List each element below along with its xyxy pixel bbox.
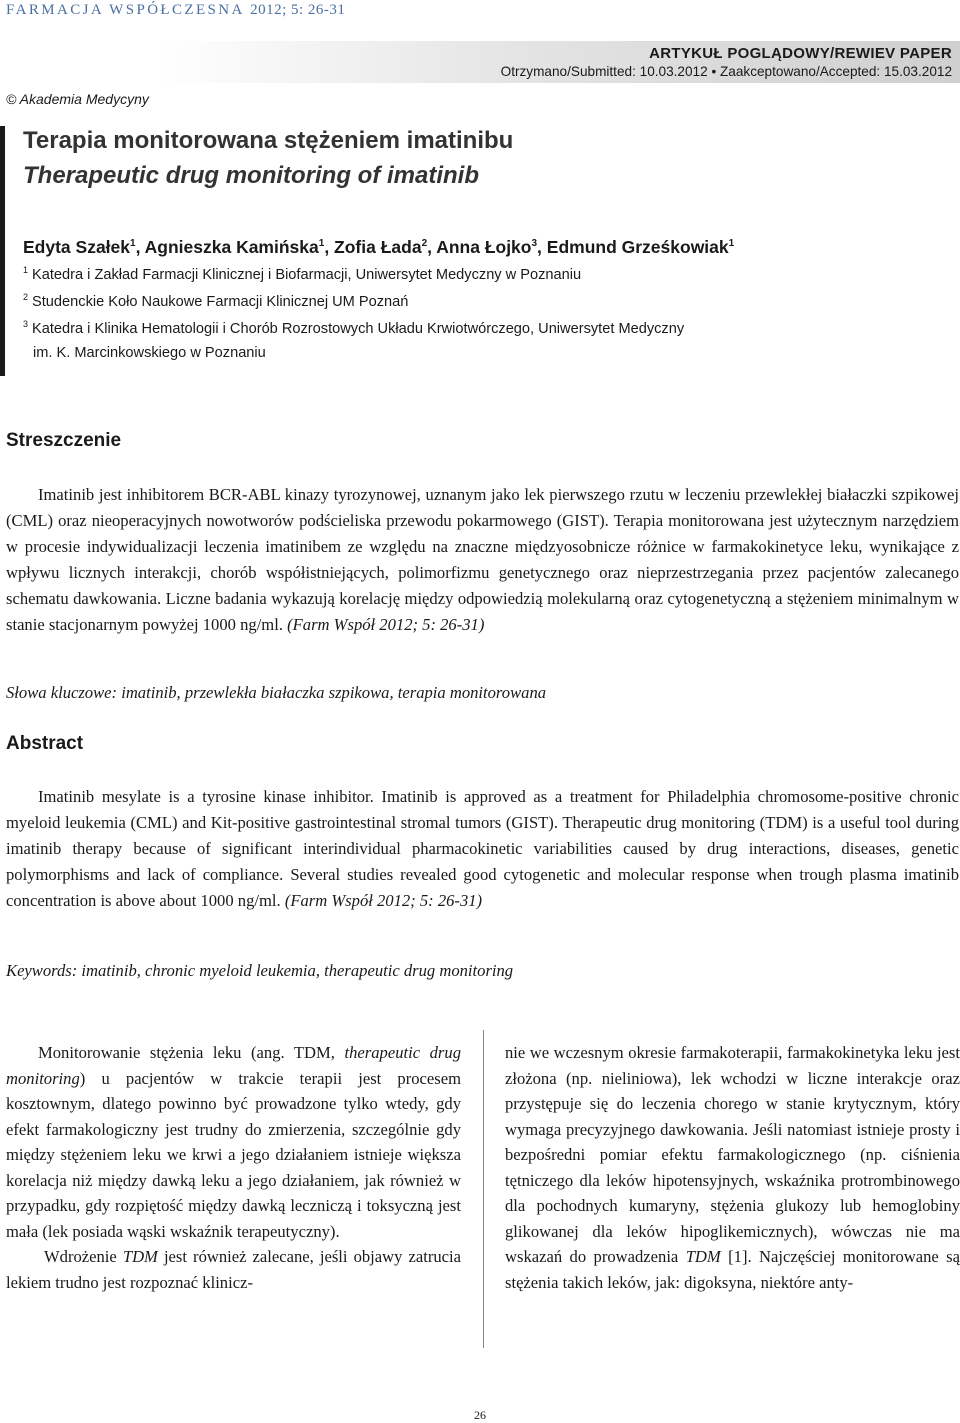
author-name: Anna Łojko <box>436 237 532 257</box>
journal-name: FARMACJA WSPÓŁCZESNA 2012; 5: 26-31 <box>6 2 346 18</box>
abstract-heading: Abstract <box>6 733 84 754</box>
article-type: ARTYKUŁ POGLĄDOWY/REWIEV PAPER <box>649 45 952 62</box>
body-paragraph: Wdrożenie TDM jest również zalecane, jeśli objawy zatrucia lekiem trudno jest rozpoznać klinicz- <box>6 1247 461 1292</box>
column-divider <box>483 1030 484 1348</box>
body-column-right <box>505 1040 960 1295</box>
author-affiliation-marker: 2 <box>421 238 428 250</box>
author-name: Edyta Szałek <box>23 237 130 257</box>
title-english: Therapeutic drug monitoring of imatinib <box>23 162 479 189</box>
author-affiliation-marker: 1 <box>728 238 735 250</box>
body-column-left <box>6 1040 461 1295</box>
affiliation-2: $^2$ Studenckie Koło Naukowe Farmacji Klinicznej UM Poznań <box>23 292 409 310</box>
body-paragraph: Monitorowanie stężenia leku (ang. TDM, therapeutic drug monitoring) u pacjentów w trakcie terapii jest procesem kosztownym, dlatego powinno być prowadzone tylko wtedy, gdy efekt farmakologiczny jest trudny do zmierzenia, szczególnie gdy między stężeniem leku we krwi a jego działaniem istnieje większa korelacja niż między dawką leku a jego działaniem, jak również w przypadku, gdy rozpiętość między dawką leczniczą i toksyczną jest mała (lek posiada wąski wskaźnik terapeutyczny). <box>6 1043 461 1241</box>
page-number: 26 <box>474 1408 486 1422</box>
submission-dates: Otrzymano/Submitted: 10.03.2012 • Zaakceptowano/Accepted: 15.03.2012 <box>500 64 952 79</box>
author-name: Zofia Łada <box>334 237 422 257</box>
author-list: Edyta Szałek$^1$, Agnieszka Kamińska$^1$, Zofia Łada$^2$, Anna Łojko$^3$, Edmund Grześkowiak$^1$ <box>23 237 735 257</box>
title-polish: Terapia monitorowana stężeniem imatinibu <box>23 127 514 154</box>
journal-volume: 2012; 5: 26-31 <box>250 2 346 18</box>
title-rule <box>0 126 5 376</box>
author-affiliation-marker: 1 <box>318 238 325 250</box>
streszczenie-citation: (Farm Współ 2012; 5: 26-31) <box>287 615 485 634</box>
affiliation-3: $^3$ Katedra i Klinika Hematologii i Chorób Rozrostowych Układu Krwiotwórczego, Uniwersytet Medyczny <box>23 319 685 337</box>
copyright: © Akademia Medycyny <box>6 91 149 107</box>
article-header-bar <box>155 41 960 83</box>
abstract-keywords: Keywords: imatinib, chronic myeloid leukemia, therapeutic drug monitoring <box>6 961 514 980</box>
body-paragraph: nie we wczesnym okresie farmakoterapii, farmakokinetyka leku jest złożona (np. nieliniowa), lek wchodzi w liczne interakcje oraz przystępuje się do leczenia chorego w stanie krytycznym, który wymaga precyzyjnego dawkowania. Jeśli natomiast istnieje prosty i bezpośredni pomiar efektu farmakologicznego (np. ciśnienia tętniczego dla leków hipotensyjnych, wskaźnika protrombinowego dla pochodnych kumaryny, stężenia glukozy lub hemoglobiny glikowanej dla leków hipoglikemicznych), wówczas nie ma wskazań do prowadzenia TDM [1]. Najczęściej monitorowane są stężenia takich leków, jak: digoksyna, niektóre anty- <box>505 1043 960 1292</box>
author-name: Edmund Grześkowiak <box>546 237 729 257</box>
streszczenie-keywords: Słowa kluczowe: imatinib, przewlekła białaczka szpikowa, terapia monitorowana <box>6 683 547 702</box>
affiliation-3-continued: im. K. Marcinkowskiego w Poznaniu <box>33 345 266 361</box>
author-name: Agnieszka Kamińska <box>144 237 319 257</box>
abstract-body: Imatinib mesylate is a tyrosine kinase inhibitor. Imatinib is approved as a treatment for Philadelphia chromosome-positive chronic myeloid leukemia (CML) and Kit-positive gastrointestinal stromal tumors (GIST). Therapeutic drug monitoring (TDM) is a useful tool during imatinib therapy because of significant interindividual pharmacokinetic variabilities caused by drug interactions, diseases, genetic polymorphisms and lack of compliance. Several studies revealed good cytogenetic and molecular response when trough plasma imatinib concentration is above about 1000 ng/ml. (Farm Współ 2012; 5: 26-31) <box>6 787 959 910</box>
abstract-citation: (Farm Współ 2012; 5: 26-31) <box>284 891 483 910</box>
streszczenie-heading: Streszczenie <box>6 430 122 451</box>
streszczenie-body: Imatinib jest inhibitorem BCR-ABL kinazy tyrozynowej, uznanym jako lek pierwszego rzutu w leczeniu przewlekłej białaczki szpikowej (CML) oraz nieoperacyjnych nowotworów podścieliska przewodu pokarmowego (GIST). Terapia monitorowana jest użytecznym narzędziem w procesie indywidualizacji leczenia imatinibem ze względu na znaczne międzyosobnicze różnice w farmakokinetyce leku, wynikające z wpływu licznych interakcji, chorób współistniejących, polimorfizmu genetycznego oraz nieprzestrzegania przez pacjentów zalecanego schematu dawkowania. Liczne badania wykazują korelację między odpowiedzią molekularną oraz cytogenetyczną a stężeniem minimalnym w stanie stacjonarnym powyżej 1000 ng/ml. (Farm Współ 2012; 5: 26-31) <box>6 485 959 634</box>
author-affiliation-marker: 3 <box>531 238 538 250</box>
affiliation-1: $^1$ Katedra i Zakład Farmacji Klinicznej i Biofarmacji, Uniwersytet Medyczny w Poznaniu <box>23 265 582 283</box>
author-affiliation-marker: 1 <box>130 238 136 250</box>
